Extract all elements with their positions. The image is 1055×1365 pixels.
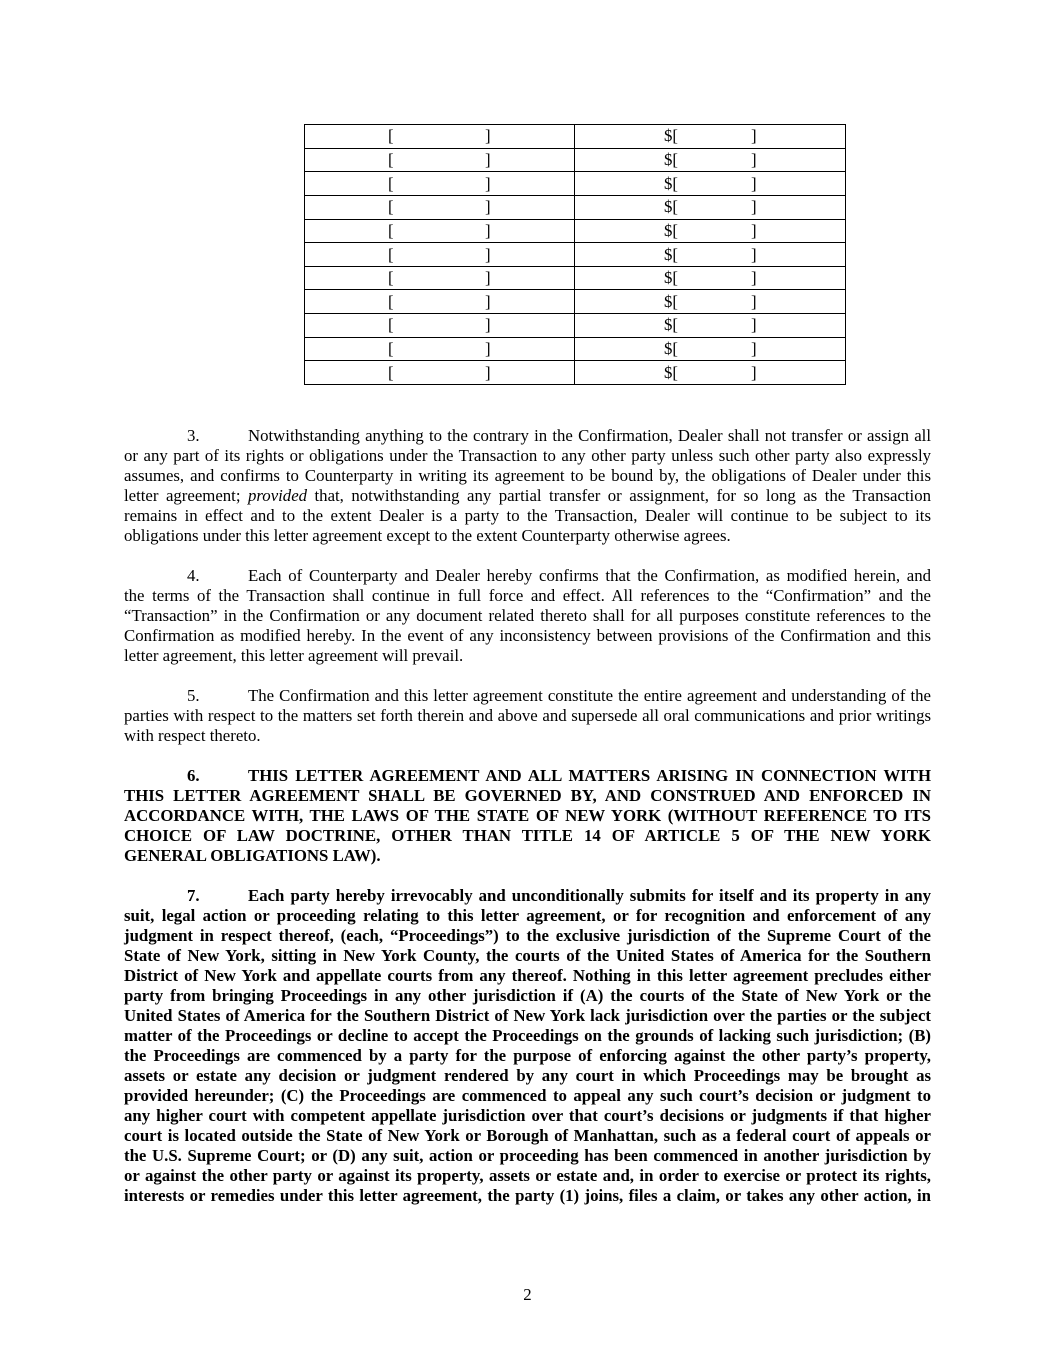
bracket-close: ] (485, 291, 491, 311)
paragraph-line: letter agreement, this letter agreement will prevail. (124, 646, 464, 665)
paragraph-line: remains in effect and to the extent Dealer is a party to the Transaction, Dealer will continue to be subject to its (124, 506, 931, 525)
section-number: 3. (187, 426, 200, 445)
bracket-close: ] (485, 220, 491, 240)
table-cell-label (305, 243, 575, 266)
table-cell-label (305, 149, 575, 172)
paragraph-line (124, 766, 931, 786)
table-cell-amount (575, 172, 845, 195)
paragraph-4 (124, 566, 931, 666)
amount-open: $[ (664, 197, 678, 217)
table-cell-label (305, 361, 575, 384)
paragraph-line: any higher court with competent appellate jurisdiction over that court’s decisions or judgments if that higher (124, 1106, 931, 1125)
bracket-open: [ (388, 173, 394, 193)
paragraph-line: ACCORDANCE WITH, THE LAWS OF THE STATE OF NEW YORK (WITHOUT REFERENCE TO ITS (124, 806, 931, 825)
line-text: Each party hereby irrevocably and unconditionally submits for itself and its property in any (248, 886, 931, 905)
table-row (305, 195, 845, 219)
line-text: letter agreement; (124, 486, 248, 505)
paragraph-7 (124, 886, 931, 1206)
amount-open: $[ (664, 149, 678, 169)
table-row (305, 289, 845, 313)
paragraph-line: THIS LETTER AGREEMENT SHALL BE GOVERNED BY, AND CONSTRUED AND ENFORCED IN (124, 786, 931, 805)
table-row (305, 171, 845, 195)
table-row (305, 219, 845, 243)
amount-open: $[ (664, 173, 678, 193)
bracket-close: ] (485, 362, 491, 382)
table-cell-amount (575, 243, 845, 266)
bracket-close: ] (485, 149, 491, 169)
paragraph-line: with respect thereto. (124, 726, 261, 745)
paragraph-line (124, 426, 931, 446)
table-row (305, 242, 845, 266)
bracket-open: [ (388, 268, 394, 288)
paragraph-line: the terms of the Transaction shall continue in full force and effect. All references to the “Confirmation” and the (124, 586, 931, 605)
paragraph-line: the U.S. Supreme Court; or (D) any suit, action or proceeding has been commenced in another jurisdiction by (124, 1146, 931, 1165)
paragraph-line: interests or remedies under this letter agreement, the party (1) joins, files a claim, or takes any other action, in (124, 1186, 931, 1205)
table-cell-label (305, 338, 575, 361)
table-cell-label (305, 314, 575, 337)
table-cell-amount (575, 149, 845, 172)
paragraph-line: suit, legal action or proceeding relating to this letter agreement, or for recognition and enforcement of any (124, 906, 931, 925)
table-row (305, 337, 845, 361)
paragraph-line: court is located outside the State of New York or Borough of Manhattan, such as a federal court of appeals or (124, 1126, 931, 1145)
paragraph-line: GENERAL OBLIGATIONS LAW). (124, 846, 381, 865)
section-number: 7. (187, 886, 200, 905)
table-cell-amount (575, 125, 845, 148)
paragraph-line: assumes, and confirms to Counterparty in writing its agreement to be bound by, the obligations of Dealer under this (124, 466, 931, 485)
paragraph-line: Confirmation as modified hereby. In the event of any inconsistency between provisions of the Confirmation and this (124, 626, 931, 645)
amount-close: ] (751, 362, 757, 382)
amount-close: ] (751, 197, 757, 217)
paragraph-line: assets or estate any decision or judgment rendered by any court in which Proceedings may be brought as (124, 1066, 931, 1085)
line-text: The Confirmation and this letter agreement constitute the entire agreement and understanding of the (248, 686, 931, 705)
paragraph-3 (124, 426, 931, 546)
table-cell-amount (575, 267, 845, 290)
table-cell-label (305, 125, 575, 148)
amount-close: ] (751, 149, 757, 169)
line-text: Each of Counterparty and Dealer hereby confirms that the Confirmation, as modified herein, and (248, 566, 931, 585)
table-cell-label (305, 267, 575, 290)
amount-close: ] (751, 126, 757, 146)
amount-open: $[ (664, 268, 678, 288)
bracket-close: ] (485, 197, 491, 217)
bracket-open: [ (388, 362, 394, 382)
paragraph-line: obligations under this letter agreement except to the extent Counterparty otherwise agrees. (124, 526, 731, 545)
paragraph-line: parties with respect to the matters set forth therein and above and supersede all oral communications and prior writings (124, 706, 931, 725)
paragraph-6 (124, 766, 931, 866)
amount-close: ] (751, 220, 757, 240)
amount-open: $[ (664, 339, 678, 359)
paragraph-line (124, 486, 931, 506)
amount-open: $[ (664, 315, 678, 335)
paragraph-line: judgment in respect thereof, (each, “Proceedings”) to the exclusive jurisdiction of the Supreme Court of the (124, 926, 931, 945)
section-number: 4. (187, 566, 200, 585)
table-cell-amount (575, 314, 845, 337)
document-body (124, 426, 931, 1226)
amount-open: $[ (664, 362, 678, 382)
amount-open: $[ (664, 126, 678, 146)
paragraph-line: State of New York, sitting in New York County, the courts of the United States of America for the Southern (124, 946, 931, 965)
table-cell-label (305, 172, 575, 195)
paragraph-line: or against the other party or against its property, assets or estate and, in order to exercise or protect its rights, (124, 1166, 931, 1185)
table-row (305, 313, 845, 337)
emphasis-text: provided (248, 486, 308, 505)
paragraph-line: or any part of its rights or obligations under the Transaction to any other party unless such other party also expressly (124, 446, 931, 465)
line-text: that, notwithstanding any partial transfer or assignment, for so long as the Transaction (307, 486, 932, 505)
amount-open: $[ (664, 244, 678, 264)
table-cell-amount (575, 220, 845, 243)
bracket-close: ] (485, 315, 491, 335)
bracket-open: [ (388, 197, 394, 217)
bracket-close: ] (485, 244, 491, 264)
page-number: 2 (523, 1285, 532, 1304)
amount-close: ] (751, 173, 757, 193)
line-text: Notwithstanding anything to the contrary in the Confirmation, Dealer shall not transfer or assign all (248, 426, 931, 445)
bracket-open: [ (388, 291, 394, 311)
amount-open: $[ (664, 291, 678, 311)
amount-close: ] (751, 339, 757, 359)
section-number: 6. (187, 766, 200, 785)
paragraph-line: “Transaction” in the Confirmation or any document related thereto shall for all purposes constitute references to the (124, 606, 931, 625)
table-cell-amount (575, 361, 845, 384)
section-number: 5. (187, 686, 200, 705)
table-cell-amount (575, 196, 845, 219)
bracket-open: [ (388, 244, 394, 264)
table-cell-label (305, 290, 575, 313)
paragraph-line (124, 686, 931, 706)
table-cell-amount (575, 338, 845, 361)
table-cell-label (305, 196, 575, 219)
bracket-open: [ (388, 220, 394, 240)
paragraph-line: United States of America for the Southern District of New York lack jurisdiction over the parties or the subject (124, 1006, 931, 1025)
table-row (305, 266, 845, 290)
paragraph-line (124, 886, 931, 906)
paragraph-line: provided hereunder; (C) the Proceedings are commenced to appeal any such court’s decision or judgment to (124, 1086, 931, 1105)
amount-close: ] (751, 291, 757, 311)
table-cell-amount (575, 290, 845, 313)
bracket-open: [ (388, 149, 394, 169)
paragraph-line: CHOICE OF LAW DOCTRINE, OTHER THAN TITLE 14 OF ARTICLE 5 OF THE NEW YORK (124, 826, 931, 845)
bracket-close: ] (485, 173, 491, 193)
bracket-open: [ (388, 339, 394, 359)
paragraph-line: matter of the Proceedings or decline to accept the Proceedings on the grounds of lacking such jurisdiction; (B) (124, 1026, 931, 1045)
bracket-open: [ (388, 315, 394, 335)
amount-close: ] (751, 315, 757, 335)
table-row (305, 360, 845, 384)
amount-open: $[ (664, 220, 678, 240)
table-row (305, 148, 845, 172)
paragraph-line: the Proceedings are commenced by a party for the purpose of enforcing against the other party’s property, (124, 1046, 931, 1065)
table-row (305, 125, 845, 148)
paragraph-5 (124, 686, 931, 746)
bracket-close: ] (485, 339, 491, 359)
amount-close: ] (751, 244, 757, 264)
paragraph-line: District of New York and appellate courts from any thereof. Nothing in this letter agreement precludes either (124, 966, 931, 985)
amount-close: ] (751, 268, 757, 288)
table-cell-label (305, 220, 575, 243)
bracket-close: ] (485, 126, 491, 146)
bracket-close: ] (485, 268, 491, 288)
paragraph-line: party from bringing Proceedings in any other jurisdiction if (A) the courts of the State of New York or the (124, 986, 931, 1005)
schedule-table (304, 124, 846, 385)
bracket-open: [ (388, 126, 394, 146)
paragraph-line (124, 566, 931, 586)
line-text: THIS LETTER AGREEMENT AND ALL MATTERS ARISING IN CONNECTION WITH (248, 766, 931, 785)
